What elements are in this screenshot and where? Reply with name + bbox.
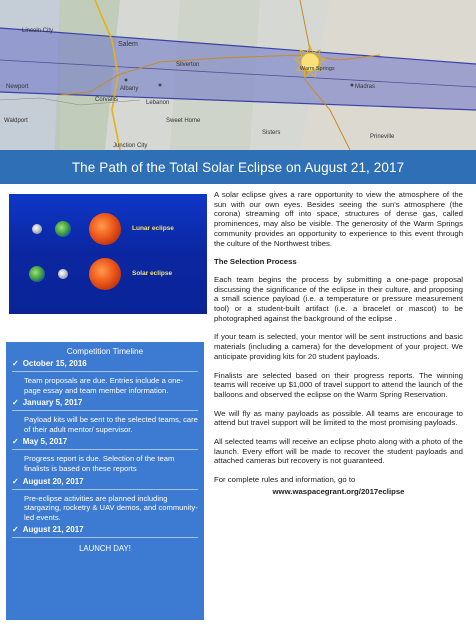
intro-paragraph: A solar eclipse gives a rare opportunity to view the atmosphere of the sun with our own eyes. Besides seeing the sun's atmosphere (the corona) streaming off into space, structures of dense gas, called prominences, may also be visible. The generosity of the Warm Springs community provides an opportunity to experience to this event through the culture of the Northwest tribes. <box>214 190 463 248</box>
check-icon: ✓ <box>12 525 19 535</box>
body-text <box>214 190 463 497</box>
timeline-date-text: August 20, 2017 <box>22 476 84 486</box>
lunar-eclipse-label: Lunar eclipse <box>132 225 174 232</box>
rules-link[interactable]: www.waspacegrant.org/2017eclipse <box>272 486 405 496</box>
solar-eclipse-label: Solar eclipse <box>132 270 173 277</box>
title-bar <box>0 150 476 184</box>
timeline-date-text: May 5, 2017 <box>22 437 68 447</box>
map-label-albany: Albany <box>120 86 139 92</box>
divider <box>12 489 198 490</box>
map-label-lebanon: Lebanon <box>146 100 170 106</box>
timeline-date <box>12 398 198 407</box>
earth-lunar <box>55 221 71 237</box>
eclipse-diagram <box>9 194 207 314</box>
timeline-date-text: October 15, 2016 <box>22 359 87 368</box>
sun-solar <box>89 258 121 290</box>
timeline-date-text: January 5, 2017 <box>22 398 83 408</box>
timeline-date <box>12 359 198 368</box>
map-label-prineville: Prineville <box>370 134 395 140</box>
moon-solar <box>58 269 68 279</box>
paragraph-payloads: We will fly as many payloads as possible. All teams are encourage to attend but travel support will be limited to the most promising payloads. <box>214 408 463 428</box>
timeline-description: Pre-eclipse activities are planned including stargazing, rocketry & UAV demos, and community-led events. <box>24 493 198 522</box>
map-label-newport: Newport <box>6 84 29 90</box>
map-graphic <box>0 0 476 150</box>
paragraph-photos: All selected teams will receive an eclipse photo along with a photo of the launch. Every effort will be made to recover the student payloads and attached cameras but recovery is not guaranteed. <box>214 437 463 466</box>
check-icon: ✓ <box>12 398 19 408</box>
map-label-salem: Salem <box>118 41 138 48</box>
map-label-sisters: Sisters <box>262 130 281 136</box>
timeline-date-text: August 21, 2017 <box>22 525 84 535</box>
timeline-date <box>12 477 198 486</box>
check-icon: ✓ <box>12 359 19 368</box>
divider <box>12 449 198 450</box>
timeline-date <box>12 437 198 446</box>
earth-solar <box>29 266 45 282</box>
map-label-waldport: Waldport <box>4 118 28 124</box>
paragraph-finalists: Finalists are selected based on their progress reports. The winning teams will receive up $1,000 of travel support to attend the launch of the balloons and observed the eclipse on the Warm Spring Reservation. <box>214 370 463 399</box>
map-label-warm-springs: Warm Springs <box>300 66 335 72</box>
divider <box>12 410 198 411</box>
map-label-corvallis: Corvallis <box>95 97 119 103</box>
map-label-lincoln-city: Lincoln City <box>22 28 54 34</box>
competition-timeline <box>6 342 204 620</box>
timeline-date <box>12 525 198 534</box>
map-label-silverton: Silverton <box>176 62 200 68</box>
timeline-description: Payload kits will be sent to the selected teams, care of their adult mentor/ supervisor. <box>24 415 198 434</box>
paragraph-mentor: If your team is selected, your mentor will be sent instructions and basic materials (including a camera) for the development of your project. We anticipate providing kits for 20 student payloads. <box>214 332 463 361</box>
divider <box>12 537 198 538</box>
timeline-heading: Competition Timeline <box>66 347 144 356</box>
timeline-description: Progress report is due. Selection of the team finalists is based on these reports <box>24 454 175 473</box>
divider <box>12 371 198 372</box>
map-label-junction-city: Junction City <box>113 143 148 149</box>
eclipse-path-map <box>0 0 476 150</box>
page-title: The Path of the Total Solar Eclipse on August 21, 2017 <box>71 159 405 175</box>
launch-day-label: LAUNCH DAY! <box>79 544 131 554</box>
moon-lunar <box>32 224 42 234</box>
map-label-madras: Madras <box>355 84 376 90</box>
eclipse-diagram-graphic <box>9 194 207 314</box>
timeline-description: Team proposals are due. Entries include a one-page essay and team member information. <box>24 376 184 395</box>
check-icon: ✓ <box>12 476 19 486</box>
paragraph-proposal: Each team begins the process by submitting a one-page proposal discussing the significance of the eclipse in their culture, and proposing a small science payload (i.e. a temperature or pressure measurement tool) or a student-built artifact (i.e. a bracelet or mascot) to be photographed against the background of the eclipse . <box>214 274 463 323</box>
map-label-sweet-home: Sweet Home <box>166 118 201 124</box>
sun-lunar <box>89 213 121 245</box>
section-heading: The Selection Process <box>214 257 297 267</box>
check-icon: ✓ <box>12 437 19 447</box>
paragraph-rules: For complete rules and information, go to <box>214 475 356 485</box>
